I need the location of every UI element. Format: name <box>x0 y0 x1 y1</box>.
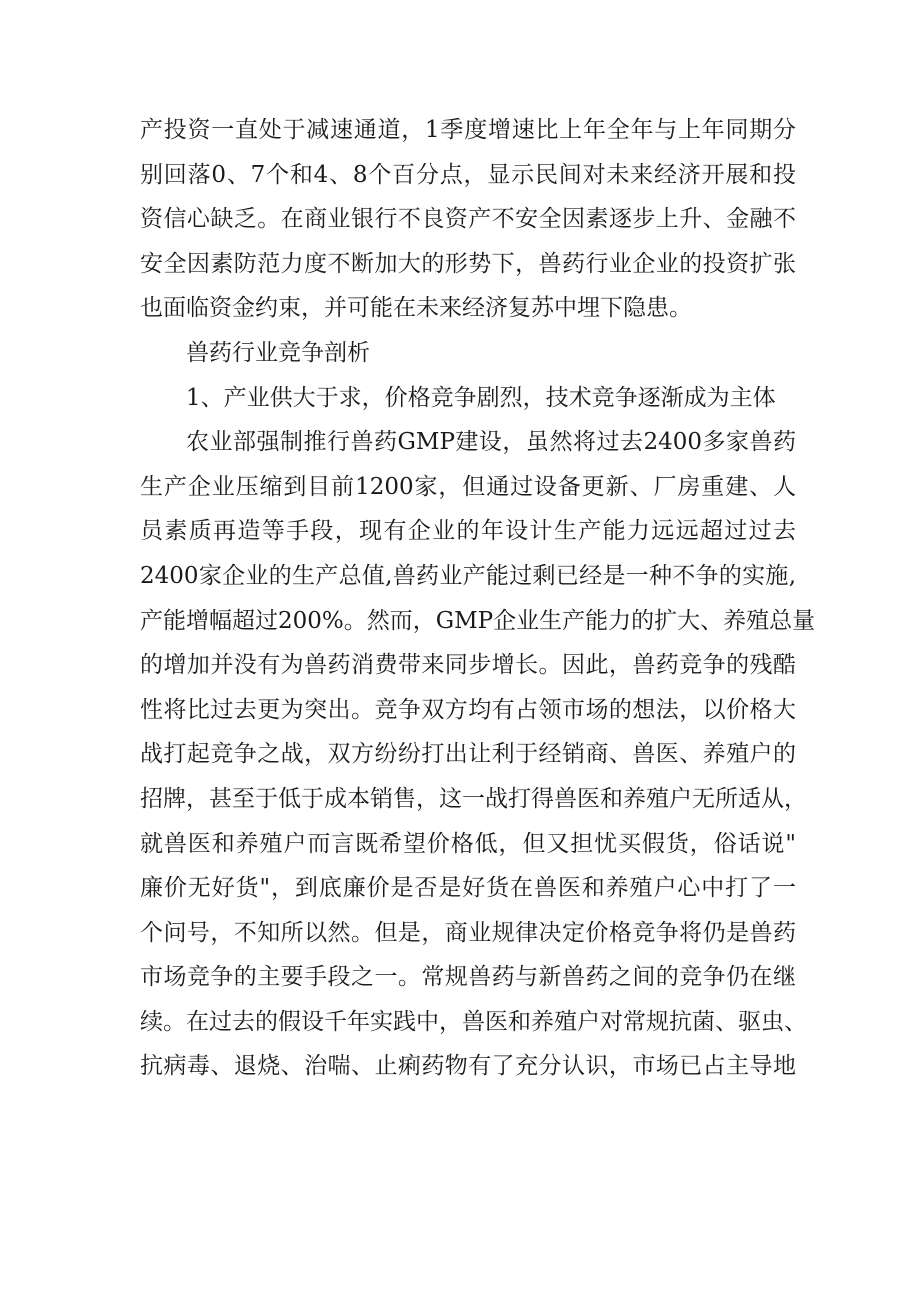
section-heading: 兽药行业竞争剖析 <box>186 339 370 366</box>
text-line: 也面临资金约束，并可能在未来经济复苏中埋下隐患。 <box>140 295 692 322</box>
text-line: 招牌，甚至于低于成本销售，这一战打得兽医和养殖户无所适从， <box>140 785 807 812</box>
text-line: 个问号，不知所以然。但是，商业规律决定价格竞争将仍是兽药 <box>140 919 796 946</box>
text-line: 廉价无好货"，到底廉价是否是好货在兽医和养殖户心中打了一 <box>140 875 796 902</box>
text-line: 员素质再造等手段，现有企业的年设计生产能力远远超过过去 <box>140 518 796 545</box>
text-line: 抗病毒、退烧、治喘、止痢药物有了充分认识，市场已占主导地 <box>140 1053 796 1080</box>
text-line: 农业部强制推行兽药GMP建设，虽然将过去2400多家兽药 <box>186 429 796 456</box>
text-line: 资信心缺乏。在商业银行不良资产不安全因素逐步上升、金融不 <box>140 206 796 233</box>
text-line: 生产企业压缩到目前1200家，但通过设备更新、厂房重建、人 <box>140 473 796 500</box>
text-line: 就兽医和养殖户而言既希望价格低，但又担忧买假货，俗话说" <box>140 830 796 857</box>
text-line: 安全因素防范力度不断加大的形势下，兽药行业企业的投资扩张 <box>140 250 796 277</box>
text-line: 2400家企业的生产总值,兽药业产能过剩已经是一种不争的实施, <box>140 562 796 589</box>
text-line: 市场竞争的主要手段之一。常规兽药与新兽药之间的竞争仍在继 <box>140 964 796 991</box>
text-line: 产能增幅超过200%。然而，GMP企业生产能力的扩大、养殖总量 <box>140 607 816 634</box>
text-line: 续。在过去的假设千年实践中，兽医和养殖户对常规抗菌、驱虫、 <box>140 1008 807 1035</box>
text-line: 产投资一直处于减速通道，1季度增速比上年全年与上年同期分 <box>140 117 796 143</box>
body-text <box>140 108 816 1089</box>
text-line: 别回落0、7个和4、8个百分点，显示民间对未来经济开展和投 <box>140 161 796 188</box>
text-line: 战打起竞争之战，双方纷纷打出让利于经销商、兽医、养殖户的 <box>140 741 796 768</box>
subsection-heading: 1、产业供大于求，价格竞争剧烈，技术竞争逐渐成为主体 <box>186 384 776 411</box>
text-line: 的增加并没有为兽药消费带来同步增长。因此，兽药竞争的残酷 <box>140 652 796 679</box>
text-line: 性将比过去更为突出。竞争双方均有占领市场的想法，以价格大 <box>140 696 796 723</box>
